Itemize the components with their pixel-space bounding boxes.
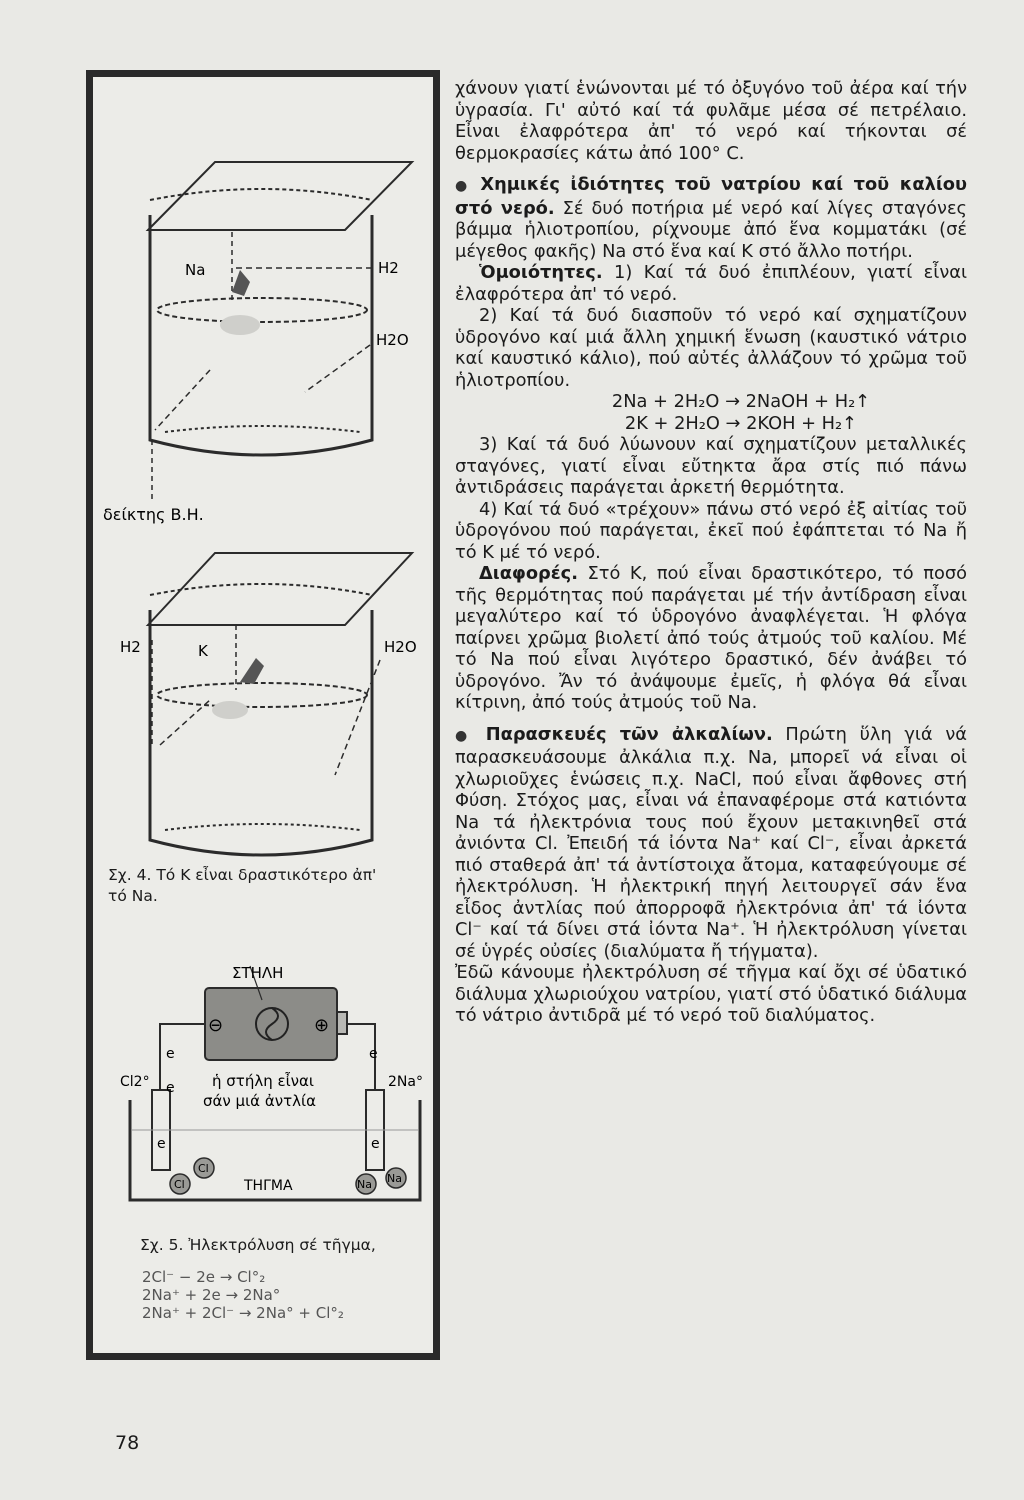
paragraph-text: Πρώτη ὕλη γιά νά παρασκευάσουμε ἀλκάλια π.χ. Na, μπορεῖ νά εἶναι οἱ χλωριοῦχες ἑνώσεις π.χ. NaCl, πού εἶναι ἄφθονες στή Φύση. Στόχος μας, εἶναι νά ἐπαναφέρομε στά κατιόντα Na τά ἠλεκτρόνια τους πού ἔχουν μετακινηθεῖ στά ἀνιόντα Cl. Ἐπειδή τά ἰόντα Na⁺ καί Cl⁻, εἶναι ἀρκετά πιό σταθερά ἀπ' τά ἀντίστοιχα ἄτομα, καταφεύγουμε σέ ἠλεκτρόλυση. Ἡ ἠλεκτρική πηγή λειτουργεῖ σάν ἕνα εἶδος ἀντλίας πού ἀπορροφᾶ ἠλεκτρόνια ἀπ' τά ἰόντα Cl⁻ καί τά δίνει στά ἰόντα Na⁺. Ἡ ἠλεκτρόλυση γίνεται σέ ὑγρές οὐσίες (διαλύματα ἤ τήγματα). bbox=[455, 723, 967, 962]
paragraph: 3) Καί τά δυό λύωνουν καί σχηματίζουν μεταλλικές σταγόνες, γιατί εἶναι εὔτηκτα ἄρα στίς πιό πάνω ἀντιδράσεις παράγεται ἀρκετή θερμότητα. bbox=[455, 434, 967, 498]
paragraph-preparation bbox=[455, 724, 967, 963]
paragraph: 2) Καί τά δυό διασποῦν τό νερό καί σχηματίζουν ὑδρογόνο καί μιά ἄλλη χημική ἕνωση (καυστικό νάτριο καί καυστικό κάλιο), πού αὐτές ἀλλάζουν τό χρῶμα τοῦ ἡλιοτροπίου. bbox=[455, 305, 967, 391]
label-h2o-top: H2O bbox=[376, 331, 409, 349]
electron-label: e bbox=[157, 1136, 166, 1152]
pump-line-1: ἡ στήλη εἶναι bbox=[212, 1072, 314, 1090]
na-ion: Na bbox=[357, 1178, 372, 1191]
figure5-eq-1: 2Cl⁻ − 2e → Cl°₂ bbox=[142, 1268, 266, 1286]
na-ion: Na bbox=[387, 1172, 402, 1185]
paragraph-text: Στό K, πού εἶναι δραστικότερο, τό ποσό τῆς θερμότητας πού παράγεται μέ τήν ἀντίδραση εἶναι μεγαλύτερο καί τό ὑδρογόνο ἀναφλέγεται. Ἡ φλόγα παίρνει χρῶμα βιολετί ἀπό τούς ἀτμούς τοῦ καλίου. Μέ τό Na πού εἶναι λιγότερο δραστικό, δέν ἀνάβει τό ὑδρογόνο. Ἄν τό ἀνάψουμε ἐμεῖς, ἡ φλόγα θά εἶναι κίτρινη, ἀπό τούς ἀτμούς τοῦ Na. bbox=[455, 563, 967, 713]
paragraph: χάνουν γιατί ἑνώνονται μέ τό ὀξυγόνο τοῦ ἀέρα καί τήν ὑγρασία. Γι' αὐτό καί τά φυλᾶμε μέσα σέ πετρέλαιο. Εἶναι ἐλαφρότερα ἀπ' τό νερό καί τήκονται σέ θερμοκρασίες κάτω ἀπό 100° C. bbox=[455, 78, 967, 164]
cl-ion: Cl bbox=[198, 1162, 209, 1175]
heading-similarities: Ὁμοιότητες. bbox=[479, 262, 603, 283]
figure4-caption-2: τό Na. bbox=[108, 887, 158, 905]
potassium-piece bbox=[240, 658, 264, 684]
heading-differences: Διαφορές. bbox=[479, 563, 578, 584]
electron-label: e bbox=[369, 1046, 378, 1062]
plus-terminal: ⊕ bbox=[314, 1015, 330, 1036]
equation-k: 2K + 2H₂O → 2KOH + H₂↑ bbox=[624, 412, 858, 434]
melt-label: ΤΗΓΜΑ bbox=[244, 1178, 293, 1194]
page-number: 78 bbox=[115, 1432, 140, 1454]
label-h2-bottom: H2 bbox=[120, 638, 141, 656]
figure4-caption-1: Σχ. 4. Τό Κ εἶναι δραστικότερο ἀπ' bbox=[108, 866, 377, 884]
label-na: Na bbox=[185, 261, 206, 279]
equation-na: 2Na + 2H₂O → 2NaOH + H₂↑ bbox=[611, 391, 871, 412]
paragraph: 4) Καί τά δυό «τρέχουν» πάνω στό νερό ἐξ αἰτίας τοῦ ὑδρογόνου πού παράγεται, ἐκεῖ πού ἐφάπτεται τό Na ἤ τό K μέ τό νερό. bbox=[455, 498, 967, 563]
beaker-na bbox=[150, 215, 372, 455]
battery-label: ΣΤΗΛΗ bbox=[232, 964, 284, 982]
paragraph-text: Σέ δυό ποτήρια μέ νερό καί λίγες σταγόνες βάμμα ἡλιοτροπίου, ρίχνουμε ἀπό ἕνα κομματάκι (σέ μέγεθος φακῆς) Na στό ἕνα καί K στό ἄλλο ποτήρι. bbox=[455, 197, 967, 262]
electron-label: e bbox=[166, 1080, 175, 1096]
label-h2o-bottom: H2O bbox=[384, 638, 417, 656]
paragraph-chemical-properties bbox=[455, 174, 967, 262]
cl2-label: Cl2° bbox=[120, 1074, 150, 1090]
paragraph: Ἐδῶ κάνουμε ἠλεκτρόλυση σέ τῆγμα καί ὄχι σέ ὑδατικό διάλυμα χλωριούχου νατρίου, γιατί στό ὑδατικό διάλυμα τό νάτριο ἀντιδρᾶ μέ τό νερό τοῦ διαλύματος. bbox=[455, 962, 967, 1026]
heading-chemical-properties: Χημικές ἰδιότητες τοῦ νατρίου καί τοῦ καλίου στό νερό. bbox=[455, 174, 968, 219]
cl-ion: Cl bbox=[174, 1178, 185, 1191]
paragraph-differences bbox=[455, 563, 967, 714]
minus-terminal: ⊖ bbox=[208, 1015, 224, 1036]
indicator-label: δείκτης Β.Η. bbox=[103, 505, 204, 524]
paragraph-text: 1) Καί τά δυό ἐπιπλέουν, γιατί εἶναι ἐλαφρότερα ἀπ' τό νερό. bbox=[455, 262, 967, 305]
text-column bbox=[455, 78, 967, 1027]
heading-preparation: Παρασκευές τῶν ἀλκαλίων. bbox=[485, 723, 773, 745]
label-k: K bbox=[198, 642, 208, 660]
electron-label: e bbox=[166, 1046, 175, 1062]
figure5-eq-2: 2Na⁺ + 2e → 2Na° bbox=[142, 1286, 281, 1304]
sodium-piece bbox=[232, 270, 250, 296]
figure5-eq-3: 2Na⁺ + 2Cl⁻ → 2Na° + Cl°₂ bbox=[142, 1304, 344, 1322]
pump-line-2: σάν μιά ἀντλία bbox=[203, 1092, 316, 1110]
label-h2-top: H2 bbox=[378, 259, 399, 277]
na2-label: 2Na° bbox=[388, 1074, 423, 1090]
figure5-caption: Σχ. 5. Ἠλεκτρόλυση σέ τῆγμα, bbox=[140, 1236, 376, 1254]
beaker-k bbox=[150, 610, 372, 855]
electron-label: e bbox=[371, 1136, 380, 1152]
paragraph-similarities bbox=[455, 262, 967, 305]
